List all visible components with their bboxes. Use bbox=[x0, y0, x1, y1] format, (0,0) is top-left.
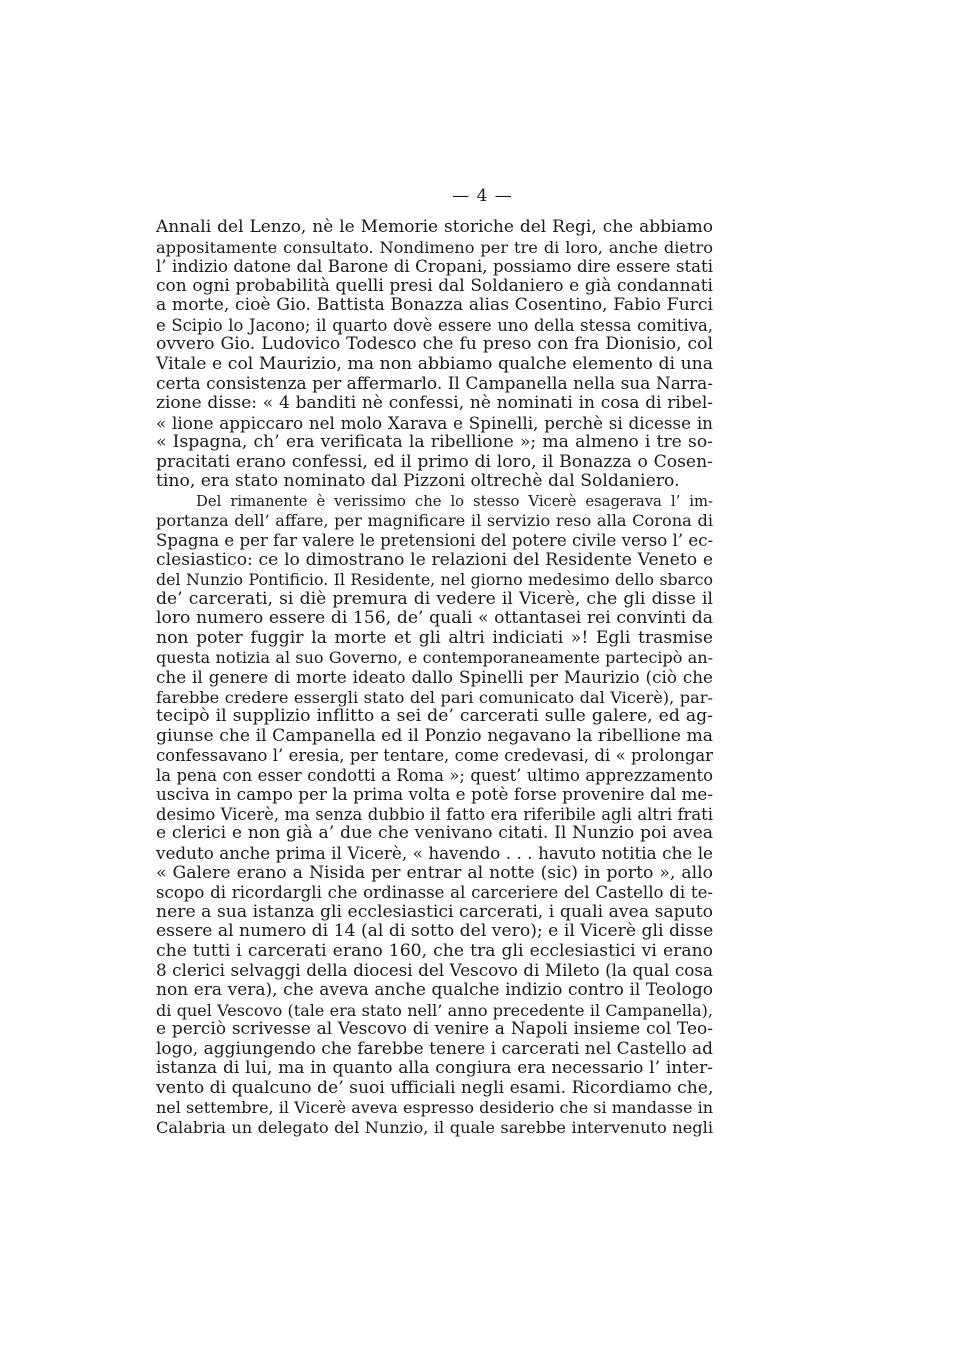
text-line: tino, era stato nominato dal Pizzoni oltrechè dal Soldaniero. bbox=[156, 471, 680, 492]
text-line: la pena con esser condotti a Roma »; quest’ ultimo apprezzamento bbox=[156, 765, 713, 785]
text-line: appositamente consultato. Nondimeno per tre di loro, anche dietro bbox=[156, 237, 713, 257]
text-line: « Galere erano a Nisida per entrar al notte (sic) in porto », allo bbox=[156, 862, 713, 883]
text-line: tecipò il supplizio inflitto a sei de’ carcerati sulle galere, ed ag- bbox=[156, 706, 713, 727]
text-line: essere al numero di 14 (al di sotto del vero); e il Vicerè gli disse bbox=[156, 921, 714, 942]
text-line: loro numero essere di 156, de’ quali « ottantasei rei convinti da bbox=[156, 608, 713, 629]
text-line: e Scipio lo Jacono; il quarto dovè essere uno della stessa comitiva, bbox=[156, 315, 713, 335]
text-line: ovvero Gio. Ludovico Todesco che fu preso con fra Dionisio, col bbox=[156, 334, 713, 355]
text-line: a morte, cioè Gio. Battista Bonazza alias Cosentino, Fabio Furci bbox=[156, 295, 713, 316]
text-line: e perciò scrivesse al Vescovo di venire a Napoli insieme col Teo- bbox=[156, 1019, 713, 1040]
text-line: usciva in campo per la prima volta e potè forse provenire dal me- bbox=[156, 784, 713, 805]
text-line: veduto anche prima il Vicerè, « havendo . . . havuto notitia che le bbox=[156, 843, 713, 863]
text-line: farebbe credere essergli stato del pari comunicato dal Vicerè), par- bbox=[156, 687, 713, 707]
text-line: desimo Vicerè, ma senza dubbio il fatto era riferibile agli altri frati bbox=[156, 804, 713, 824]
text-line: Calabria un delegato del Nunzio, il quale sarebbe intervenuto negli bbox=[156, 1117, 713, 1137]
text-line: giunse che il Campanella ed il Ponzio negavano la ribellione ma bbox=[156, 725, 713, 746]
text-line: nere a sua istanza gli ecclesiastici carcerati, i quali avea saputo bbox=[156, 901, 713, 922]
text-line: non poter fuggir la morte et gli altri indiciati »! Egli trasmise bbox=[156, 627, 713, 648]
text-line: vento di qualcuno de’ suoi ufficiali negli esami. Ricordiamo che, bbox=[156, 1077, 714, 1098]
text-line: scopo di ricordargli che ordinasse al carceriere del Castello di te- bbox=[156, 883, 713, 903]
text-line: confessavano l’ eresia, per tentare, come credevasi, di « prolongar bbox=[156, 746, 713, 766]
text-line: certa consistenza per affermarlo. Il Campanella nella sua Narra- bbox=[156, 373, 713, 394]
text-line: del Nunzio Pontificio. Il Residente, nel giorno medesimo dello sbarco bbox=[156, 570, 713, 590]
text-line: pracitati erano confessi, ed il primo di loro, il Bonazza o Cosen- bbox=[156, 451, 713, 472]
text-line: Vitale e col Maurizio, ma non abbiamo qualche elemento di una bbox=[156, 353, 713, 374]
text-line: istanza di lui, ma in quanto alla congiura era necessario l’ inter- bbox=[156, 1058, 713, 1079]
text-line: logo, aggiungendo che farebbe tenere i carcerati nel Castello ad bbox=[156, 1038, 713, 1059]
text-line: Spagna e per far valere le pretensioni del potere civile verso l’ ec- bbox=[156, 531, 714, 550]
text-line: « lione appiccaro nel molo Xarava e Spinelli, perchè si dicesse in bbox=[156, 412, 713, 433]
text-line: zione disse: « 4 banditi nè confessi, nè nominati in cosa di ribel- bbox=[156, 393, 713, 414]
text-line: Annali del Lenzo, nè le Memorie storiche del Regi, che abbiamo bbox=[156, 217, 713, 237]
text-line: nel settembre, il Vicerè aveva espresso desiderio che si mandasse in bbox=[156, 1098, 713, 1118]
text-line: « Ispagna, ch’ era verificata la ribellione »; ma almeno i tre so- bbox=[156, 432, 713, 453]
text-line: de’ carcerati, si diè premura di vedere il Vicerè, che gli disse il bbox=[156, 588, 713, 609]
body-text bbox=[156, 218, 713, 1137]
text-line: che il genere di morte ideato dallo Spinelli per Maurizio (ciò che bbox=[156, 666, 713, 687]
text-line: portanza dell’ affare, per magnificare il servizio reso alla Corona di bbox=[156, 511, 713, 531]
page-number: — 4 — bbox=[452, 186, 513, 206]
text-line: di quel Vescovo (tale era stato nell’ anno precedente il Campanella), bbox=[156, 1000, 713, 1020]
text-line: non era vera), che aveva anche qualche indizio contro il Teologo bbox=[156, 979, 713, 1000]
text-line: questa notizia al suo Governo, e contemporaneamente partecipò an- bbox=[156, 648, 713, 668]
text-line: che tutti i carcerati erano 160, che tra gli ecclesiastici vi erano bbox=[156, 940, 713, 961]
text-line: Del rimanente è verissimo che lo stesso Vicerè esagerava l’ im- bbox=[196, 492, 713, 510]
text-line: 8 clerici selvaggi della diocesi del Vescovo di Mileto (la qual cosa bbox=[156, 960, 713, 981]
text-line: l’ indizio datone dal Barone di Cropani, possiamo dire essere stati bbox=[156, 257, 713, 277]
text-line: con ogni probabilità quelli presi dal Soldaniero e già condannati bbox=[156, 275, 713, 296]
text-line: e clerici e non già a’ due che venivano citati. Il Nunzio poi avea bbox=[156, 823, 713, 844]
text-line: clesiastico: ce lo dimostrano le relazioni del Residente Veneto e bbox=[156, 549, 713, 570]
